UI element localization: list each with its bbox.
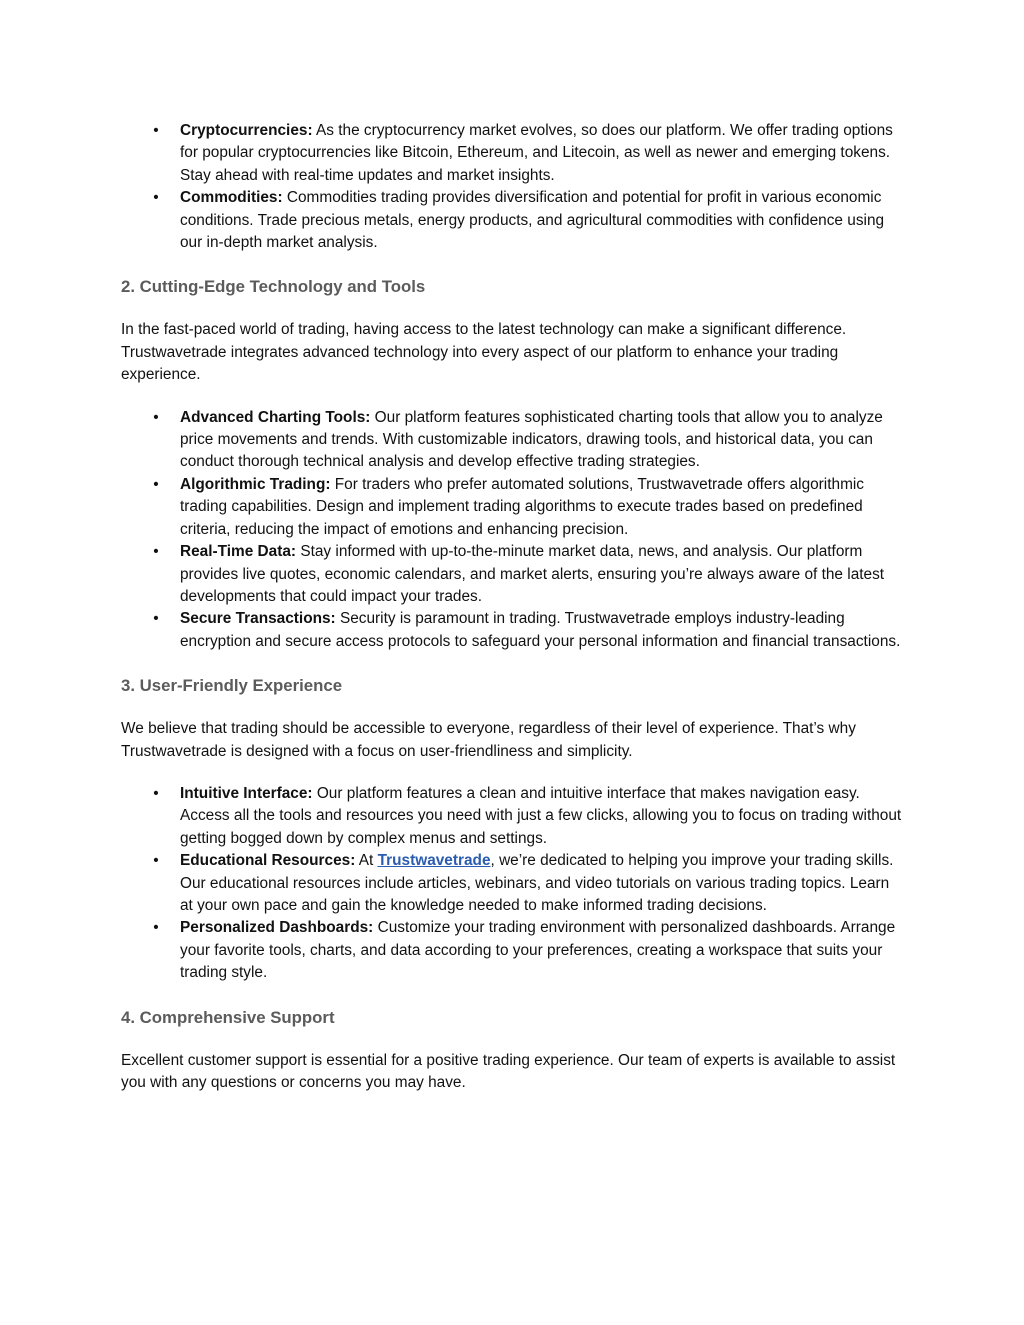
list-item-text: Stay informed with up-to-the-minute market data, news, and analysis. Our platform provides live quotes, economic calendars, and market alerts, ensuring you’re always aware of the latest developments that could impact your trades. bbox=[180, 543, 885, 605]
list-item-personalized-dashboards bbox=[153, 917, 906, 984]
list-item-real-time-data bbox=[153, 541, 906, 608]
user-friendly-bullet-list bbox=[121, 783, 906, 985]
bullet-icon: • bbox=[153, 919, 159, 937]
list-item-text: Our platform features a clean and intuitive interface that makes navigation easy. Access all the tools and resources you need with just a few clicks, allowing you to focus on trading without getting bogged down by complex menus and settings. bbox=[180, 784, 902, 847]
list-item-term: Advanced Charting Tools: bbox=[180, 408, 371, 426]
list-item-text: Security is paramount in trading. Trustwavetrade employs industry-leading encryption and secure access protocols to safeguard your personal information and financial transactions. bbox=[180, 610, 901, 650]
section-paragraph-technology: In the fast-paced world of trading, having access to the latest technology can make a significant difference. Trustwavetrade integrates advanced technology into every aspect of our platform to enhance your trading experience. bbox=[121, 321, 847, 384]
list-item-advanced-charting bbox=[153, 407, 906, 474]
section-paragraph-support: Excellent customer support is essential for a positive trading experience. Our team of experts is available to assist you with any questions or concerns you may have. bbox=[121, 1051, 896, 1091]
list-item-term: Personalized Dashboards: bbox=[180, 919, 374, 937]
trustwavetrade-link[interactable]: Trustwavetrade bbox=[377, 852, 491, 870]
list-item-term: Secure Transactions: bbox=[180, 610, 336, 628]
list-item-text: For traders who prefer automated solutions, Trustwavetrade offers algorithmic trading capabilities. Design and implement trading algorithms to execute trades based on predefined criteria, reducing the impact of emotions and enhancing precision. bbox=[180, 475, 865, 538]
bullet-icon: • bbox=[153, 408, 159, 426]
section-heading-support: 4. Comprehensive Support bbox=[121, 1007, 335, 1027]
bullet-icon: • bbox=[153, 475, 159, 493]
list-item-cryptocurrencies bbox=[153, 120, 906, 187]
section-heading-user-friendly: 3. User-Friendly Experience bbox=[121, 676, 343, 696]
list-item-text: Our platform features sophisticated charting tools that allow you to analyze price movements and trends. With customizable indicators, drawing tools, and historical data, you can conduct thorough technical analysis and develop effective trading strategies. bbox=[180, 408, 883, 471]
list-item-text-before: At bbox=[355, 852, 378, 870]
document-page bbox=[121, 120, 906, 1094]
list-item-term: Commodities: bbox=[180, 189, 283, 207]
list-item-term: Algorithmic Trading: bbox=[180, 475, 331, 493]
list-item-term: Intuitive Interface: bbox=[180, 784, 313, 802]
bullet-icon: • bbox=[153, 543, 159, 561]
list-item-secure-transactions bbox=[153, 608, 906, 653]
list-item-term: Educational Resources: bbox=[180, 852, 356, 870]
list-item-commodities bbox=[153, 187, 906, 254]
list-item-text-after: , we’re dedicated to helping you improve your trading skills. Our educational resources include articles, webinars, and video tutorials on various trading topics. Learn at your own pace and gain the knowledge needed to make informed trading decisions. bbox=[180, 852, 894, 914]
bullet-icon: • bbox=[153, 189, 159, 207]
section-paragraph-user-friendly: We believe that trading should be accessible to everyone, regardless of their level of experience. That’s why Trustwavetrade is designed with a focus on user-friendliness and simplicity. bbox=[121, 720, 856, 760]
bullet-icon: • bbox=[153, 784, 159, 802]
bullet-icon: • bbox=[153, 610, 159, 628]
list-item-text: Commodities trading provides diversification and potential for profit in various economic conditions. Trade precious metals, energy products, and agricultural commodities with confidence using our in-depth market analysis. bbox=[180, 189, 885, 252]
bullet-icon: • bbox=[153, 852, 159, 870]
bullet-icon: • bbox=[153, 122, 159, 139]
list-item-educational-resources bbox=[153, 850, 906, 917]
list-item-text: As the cryptocurrency market evolves, so does our platform. We offer trading options for popular cryptocurrencies like Bitcoin, Ethereum, and Litecoin, as well as newer and emerging tokens. Stay ahead with real-time updates and market insights. bbox=[180, 122, 893, 184]
list-item-intuitive-interface bbox=[153, 783, 906, 850]
intro-bullet-list bbox=[121, 120, 906, 254]
list-item-term: Cryptocurrencies: bbox=[180, 122, 313, 139]
list-item-algorithmic-trading bbox=[153, 474, 906, 541]
technology-bullet-list bbox=[121, 407, 906, 653]
list-item-term: Real-Time Data: bbox=[180, 543, 297, 561]
list-item-text: Customize your trading environment with personalized dashboards. Arrange your favorite tools, charts, and data according to your preferences, creating a workspace that suits your trading style. bbox=[180, 919, 896, 982]
section-heading-technology: 2. Cutting-Edge Technology and Tools bbox=[121, 277, 426, 297]
